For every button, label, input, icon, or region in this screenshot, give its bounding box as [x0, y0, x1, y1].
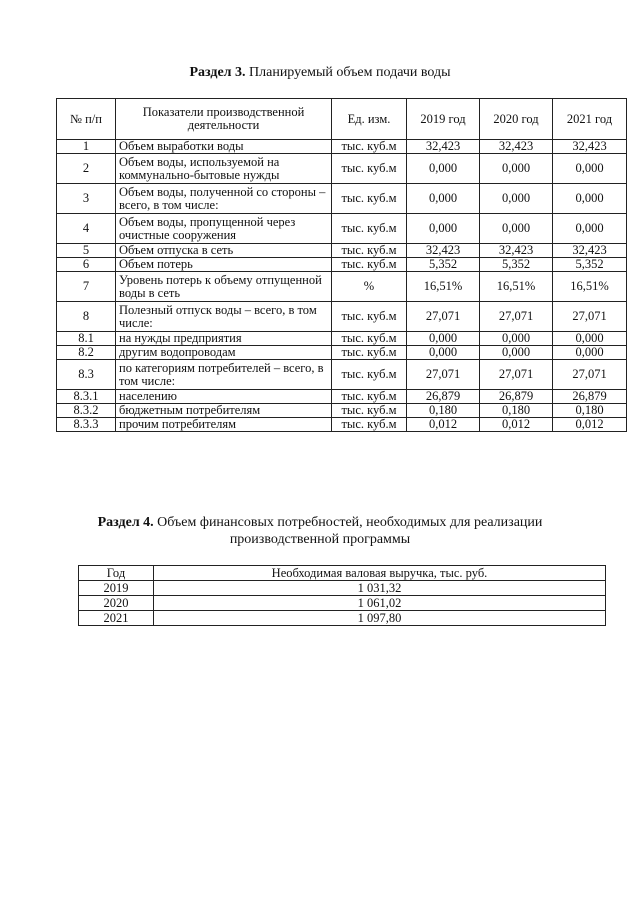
row-num: 8.2: [57, 346, 116, 360]
row-unit: тыс. куб.м: [332, 390, 407, 404]
section4-header-row: [79, 566, 606, 581]
row-indicator: Объем воды, используемой на коммунально-бытовые нужды: [116, 154, 332, 184]
row-value-2019: 0,000: [407, 154, 480, 184]
row-value-2021: 0,000: [553, 184, 627, 214]
row-value-2020: 0,000: [480, 346, 553, 360]
table-row: [79, 596, 606, 611]
row-num: 8.3.2: [57, 404, 116, 418]
row-num: 1: [57, 140, 116, 154]
table-row: [57, 272, 627, 302]
section3-header-row: [57, 99, 627, 140]
row-value-2019: 27,071: [407, 360, 480, 390]
row-indicator: Полезный отпуск воды – всего, в том числе:: [116, 302, 332, 332]
row-value-2021: 0,012: [553, 418, 627, 432]
row-value-2021: 5,352: [553, 258, 627, 272]
row-value-2020: 27,071: [480, 302, 553, 332]
row-value-2019: 0,012: [407, 418, 480, 432]
section4-table: [78, 565, 606, 626]
row-value-2019: 32,423: [407, 140, 480, 154]
row-value-2020: 16,51%: [480, 272, 553, 302]
row-unit: %: [332, 272, 407, 302]
row-indicator: на нужды предприятия: [116, 332, 332, 346]
row-value-2021: 0,180: [553, 404, 627, 418]
header-revenue: Необходимая валовая выручка, тыс. руб.: [154, 566, 606, 581]
row-indicator: Объем воды, пропущенной через очистные сооружения: [116, 214, 332, 244]
table-row: [57, 390, 627, 404]
row-value-2021: 27,071: [553, 302, 627, 332]
row-indicator: по категориям потребителей – всего, в том числе:: [116, 360, 332, 390]
row-value-2019: 27,071: [407, 302, 480, 332]
row-value-2020: 5,352: [480, 258, 553, 272]
row-num: 5: [57, 244, 116, 258]
row-value-2020: 0,000: [480, 154, 553, 184]
row-unit: тыс. куб.м: [332, 418, 407, 432]
row-value-2019: 16,51%: [407, 272, 480, 302]
row-num: 8.3.1: [57, 390, 116, 404]
table-row: [57, 346, 627, 360]
row-year: 2020: [79, 596, 154, 611]
row-value-2019: 0,180: [407, 404, 480, 418]
row-unit: тыс. куб.м: [332, 140, 407, 154]
header-2021: 2021 год: [553, 99, 627, 140]
row-value-2019: 0,000: [407, 184, 480, 214]
row-unit: тыс. куб.м: [332, 404, 407, 418]
row-value-2019: 5,352: [407, 258, 480, 272]
row-indicator: прочим потребителям: [116, 418, 332, 432]
row-indicator: Объем выработки воды: [116, 140, 332, 154]
row-unit: тыс. куб.м: [332, 214, 407, 244]
row-value-2019: 26,879: [407, 390, 480, 404]
row-indicator: населению: [116, 390, 332, 404]
table-row: [57, 404, 627, 418]
row-value-2020: 32,423: [480, 140, 553, 154]
row-value-2019: 0,000: [407, 214, 480, 244]
row-unit: тыс. куб.м: [332, 154, 407, 184]
row-num: 8: [57, 302, 116, 332]
row-num: 8.1: [57, 332, 116, 346]
row-indicator: Уровень потерь к объему отпущенной воды в сеть: [116, 272, 332, 302]
row-value-2021: 26,879: [553, 390, 627, 404]
header-num: № п/п: [57, 99, 116, 140]
row-value-2021: 0,000: [553, 154, 627, 184]
header-indicator: Показатели производственной деятельности: [116, 99, 332, 140]
table-row: [79, 611, 606, 626]
row-indicator: другим водопроводам: [116, 346, 332, 360]
table-row: [57, 154, 627, 184]
row-unit: тыс. куб.м: [332, 244, 407, 258]
row-value-2019: 0,000: [407, 332, 480, 346]
table-row: [57, 360, 627, 390]
header-unit: Ед. изм.: [332, 99, 407, 140]
section3-table: [56, 98, 627, 432]
row-value-2020: 0,000: [480, 214, 553, 244]
row-value-2021: 16,51%: [553, 272, 627, 302]
section4-title-line2: производственной программы: [229, 532, 411, 547]
row-value-2020: 32,423: [480, 244, 553, 258]
section3-title: [0, 64, 640, 81]
row-value-2021: 0,000: [553, 214, 627, 244]
row-num: 4: [57, 214, 116, 244]
row-num: 6: [57, 258, 116, 272]
row-unit: тыс. куб.м: [332, 258, 407, 272]
row-num: 3: [57, 184, 116, 214]
table-row: [57, 258, 627, 272]
row-revenue: 1 097,80: [154, 611, 606, 626]
section4-title: [0, 514, 640, 548]
section3-title-bold: Раздел 3.: [189, 65, 246, 80]
row-value-2021: 0,000: [553, 332, 627, 346]
header-year: Год: [79, 566, 154, 581]
header-2020: 2020 год: [480, 99, 553, 140]
row-num: 2: [57, 154, 116, 184]
row-year: 2021: [79, 611, 154, 626]
row-revenue: 1 061,02: [154, 596, 606, 611]
row-unit: тыс. куб.м: [332, 184, 407, 214]
section4-title-bold: Раздел 4.: [97, 515, 154, 530]
row-value-2021: 32,423: [553, 140, 627, 154]
row-unit: тыс. куб.м: [332, 332, 407, 346]
table-row: [57, 302, 627, 332]
table-row: [79, 581, 606, 596]
row-value-2020: 27,071: [480, 360, 553, 390]
row-unit: тыс. куб.м: [332, 302, 407, 332]
row-indicator: Объем отпуска в сеть: [116, 244, 332, 258]
row-value-2020: 0,012: [480, 418, 553, 432]
header-2019: 2019 год: [407, 99, 480, 140]
row-num: 8.3: [57, 360, 116, 390]
row-indicator: бюджетным потребителям: [116, 404, 332, 418]
row-value-2020: 0,000: [480, 332, 553, 346]
section3-title-rest: Планируемый объем подачи воды: [245, 65, 451, 80]
table-row: [57, 214, 627, 244]
table-row: [57, 418, 627, 432]
row-value-2019: 32,423: [407, 244, 480, 258]
row-num: 8.3.3: [57, 418, 116, 432]
row-value-2021: 27,071: [553, 360, 627, 390]
row-value-2021: 0,000: [553, 346, 627, 360]
row-indicator: Объем потерь: [116, 258, 332, 272]
row-unit: тыс. куб.м: [332, 360, 407, 390]
row-value-2020: 26,879: [480, 390, 553, 404]
row-value-2021: 32,423: [553, 244, 627, 258]
table-row: [57, 244, 627, 258]
section4-title-rest: Объем финансовых потребностей, необходимых для реализации: [153, 515, 543, 530]
row-value-2020: 0,180: [480, 404, 553, 418]
row-unit: тыс. куб.м: [332, 346, 407, 360]
table-row: [57, 332, 627, 346]
table-row: [57, 184, 627, 214]
row-indicator: Объем воды, полученной со стороны – всего, в том числе:: [116, 184, 332, 214]
table-row: [57, 140, 627, 154]
row-value-2019: 0,000: [407, 346, 480, 360]
row-revenue: 1 031,32: [154, 581, 606, 596]
row-year: 2019: [79, 581, 154, 596]
row-num: 7: [57, 272, 116, 302]
row-value-2020: 0,000: [480, 184, 553, 214]
